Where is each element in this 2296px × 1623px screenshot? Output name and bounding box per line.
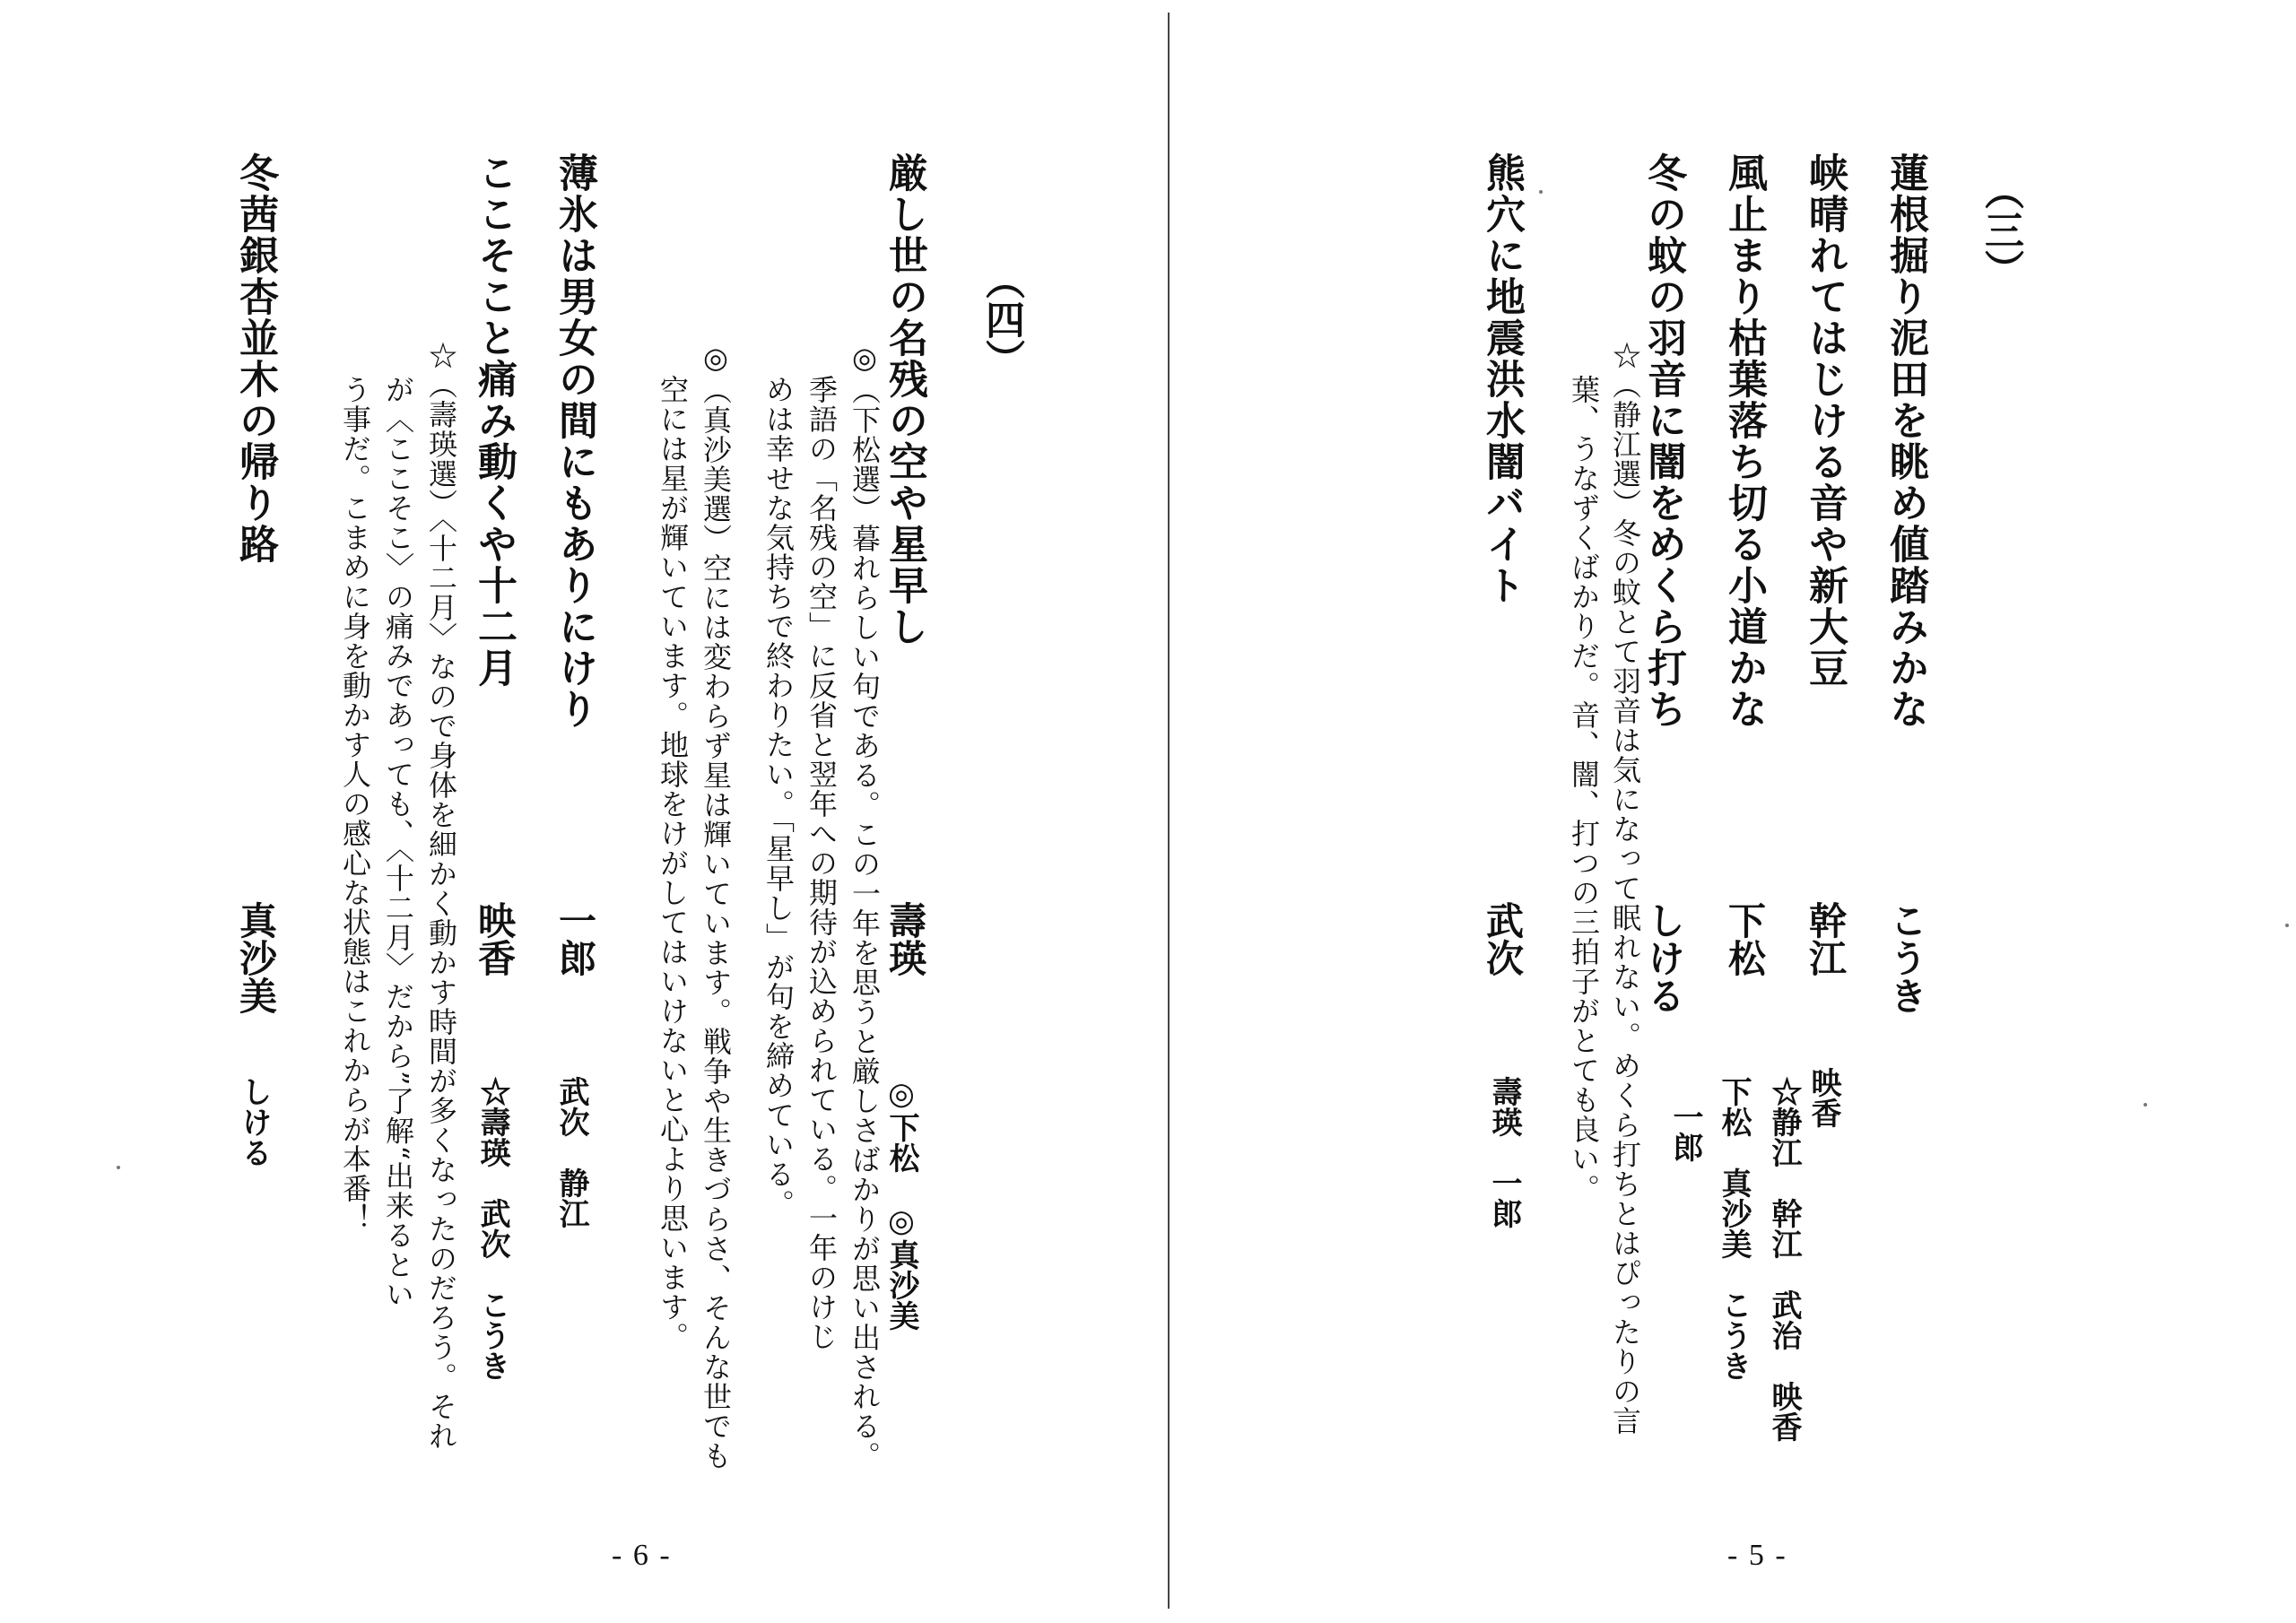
selection-comment: ◎（下松選）暮れらしい句である。この一年を思うと厳しさばかりが思い出される。 xyxy=(848,341,882,1471)
haiku-author: 映香 xyxy=(473,901,517,976)
section-label-3: （三） xyxy=(1978,170,2023,289)
haiku-line: 熊穴に地震洪水闇バイト xyxy=(1479,152,1525,606)
selection-comment: う事だ。こまめに身を動かす人の感心な状態はこれからが本番！ xyxy=(338,375,372,1233)
haiku-votes: 下松 真沙美 こうき xyxy=(1716,1076,1752,1381)
page-number: - 6 - xyxy=(612,1539,672,1572)
haiku-votes: 壽瑛 一郎 xyxy=(1486,1076,1522,1228)
selection-comment: ☆（壽瑛選）〈十二月〉なので身体を細かく動かす時間が多くなったのだろう。それ xyxy=(424,341,458,1451)
haiku-author: 一郎 xyxy=(553,901,597,976)
selection-comment: めは幸せな気持ちで終わりたい。「星早し」が句を締めている。 xyxy=(761,375,796,1219)
haiku-author: こうき xyxy=(1884,901,1928,1014)
haiku-line: 風止まり枯葉落ち切る小道かな xyxy=(1721,152,1767,730)
haiku-author: 幹江 xyxy=(1804,901,1848,976)
haiku-votes: しける xyxy=(236,1076,272,1167)
haiku-author: しける xyxy=(1642,901,1686,1014)
haiku-votes-extra: 一郎 xyxy=(1667,1101,1703,1162)
scan-speck xyxy=(1539,190,1543,194)
haiku-line: ここそこと痛み動くや十二月 xyxy=(471,152,517,689)
selection-comment: が〈ここそこ〉の痛みであっても、〈十二月〉だから”了解“出来るとい xyxy=(381,375,415,1309)
haiku-line: 峡晴れてはじける音や新大豆 xyxy=(1802,152,1848,689)
haiku-votes: ◎下松 ◎真沙美 xyxy=(883,1076,919,1331)
haiku-votes: 武次 静江 xyxy=(553,1076,589,1228)
selection-comment: ☆（静江選）冬の蚊とて羽音は気になって眠れない。めくら打ちとはぴったりの言 xyxy=(1608,341,1642,1436)
haiku-author: 武次 xyxy=(1481,901,1525,976)
selection-comment: 葉、うなずくばかりだ。音、闇、打つの三拍子がとても良い。 xyxy=(1567,375,1601,1203)
scan-speck xyxy=(2285,924,2289,927)
haiku-author: 壽瑛 xyxy=(883,901,927,976)
selection-comment: ◎（真沙美選）空には変わらず星は輝いています。戦争や生きづらさ、そんな世でも xyxy=(699,341,733,1471)
haiku-author: 下松 xyxy=(1723,901,1767,976)
scan-speck xyxy=(117,1166,120,1169)
haiku-line: 蓮根掘り泥田を眺め値踏みかな xyxy=(1883,152,1928,730)
haiku-line: 薄氷は男女の間にもありにけり xyxy=(552,152,597,730)
haiku-line: 厳し世の名残の空や星早し xyxy=(882,152,927,647)
haiku-votes: ☆壽瑛 武次 こうき xyxy=(474,1076,510,1381)
haiku-votes: ☆静江 幹江 武治 映香 xyxy=(1766,1076,1802,1442)
selection-comment: 空には星が輝いています。地球をけがしてはいけないと心より思います。 xyxy=(656,375,690,1351)
page-number: - 5 - xyxy=(1727,1539,1787,1572)
haiku-line: 冬茜銀杏並木の帰り路 xyxy=(232,152,278,565)
haiku-line: 冬の蚊の羽音に闇をめくら打ち xyxy=(1640,152,1686,730)
haiku-author: 真沙美 xyxy=(234,901,278,1014)
section-label-4: （四） xyxy=(978,260,1024,378)
haiku-votes: 映香 xyxy=(1805,1067,1841,1128)
page-fold-divider xyxy=(1168,13,1170,1609)
selection-comment: 季語の「名残の空」に反省と翌年への期待が込められている。一年のけじ xyxy=(804,375,839,1351)
scan-speck xyxy=(2144,1103,2147,1107)
